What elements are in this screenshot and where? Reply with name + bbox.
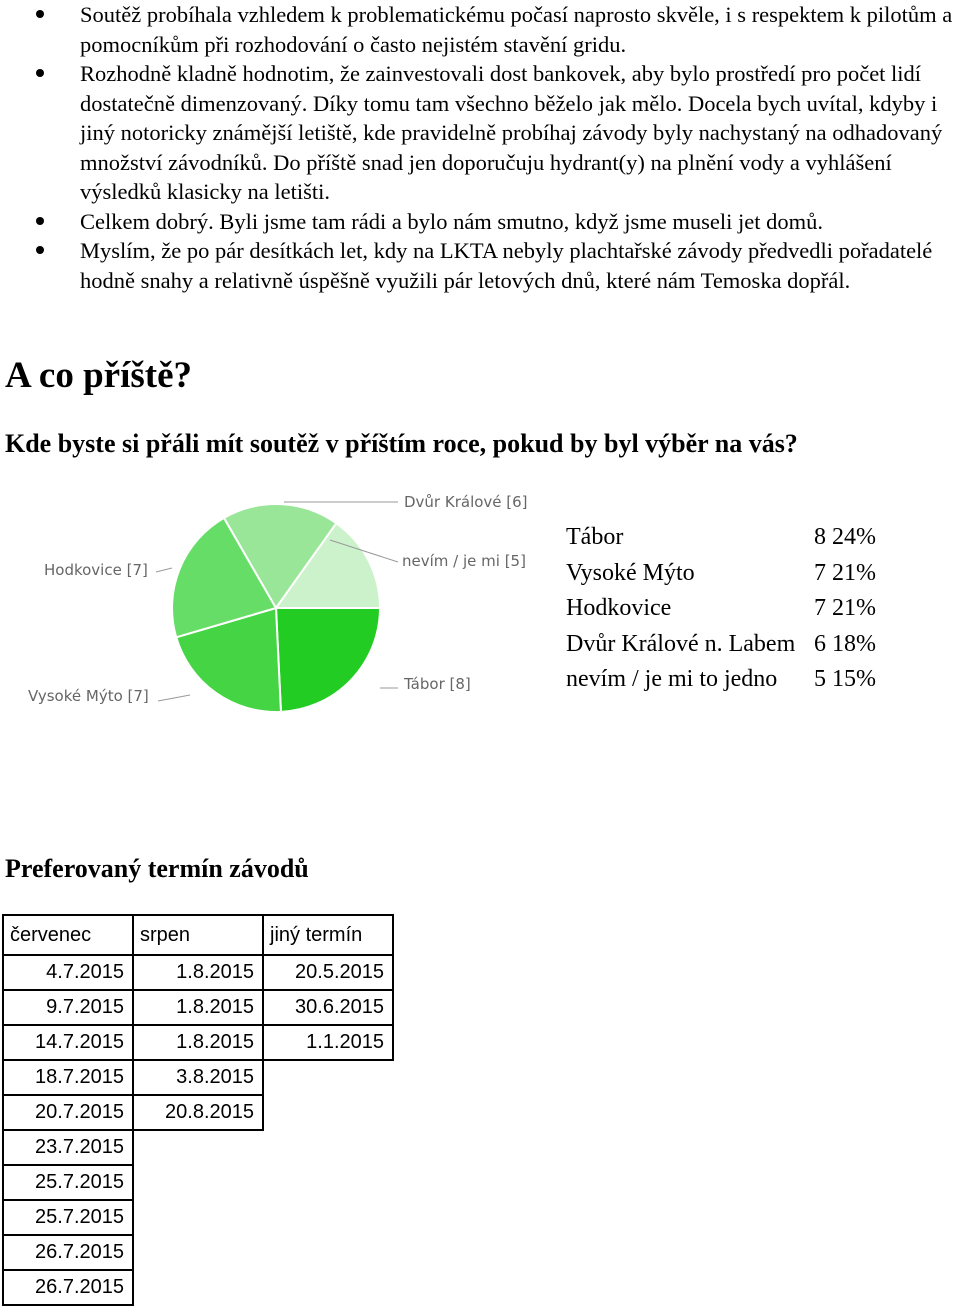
heading-next-time: A co příště? [5,355,193,396]
column-header: jiný termín [263,915,393,955]
dates-table [2,914,394,1306]
preferred-term-heading: Preferovaný termín závodů [5,854,309,883]
feedback-item [0,0,960,59]
feedback-item [0,59,960,207]
result-row [566,556,886,592]
date-cell: 1.1.2015 [263,1025,393,1060]
empty-cell [263,1200,393,1235]
result-count: 8 24% [814,524,876,550]
bullet-icon [36,10,44,18]
table-row [3,1200,393,1235]
result-count: 7 21% [814,595,876,621]
result-count: 6 18% [814,630,876,657]
feedback-list [0,0,960,295]
date-cell: 20.5.2015 [263,955,393,990]
date-cell: 30.6.2015 [263,990,393,1025]
result-name: Dvůr Králové n. Labem [566,630,796,657]
result-row [566,591,886,627]
empty-cell [133,1130,263,1165]
empty-cell [263,1095,393,1130]
column-header: červenec [3,915,133,955]
column-header: srpen [133,915,263,955]
feedback-text: Soutěž probíhala vzhledem k problematickému počasí naprosto skvěle, i s respektem k pilotům a pomocníkům při rozhodování o často nejistém stavění gridu. [80,2,953,57]
pie-label: Tábor [8] [404,675,471,693]
result-name: Vysoké Mýto [566,559,695,586]
table-row [3,1235,393,1270]
feedback-text: Celkem dobrý. Byli jsme tam rádi a bylo nám smutno, když jsme museli jet domů. [80,208,824,234]
result-name: Tábor [566,524,624,550]
table-row [3,1025,393,1060]
date-cell: 23.7.2015 [3,1130,133,1165]
table-row [3,1095,393,1130]
table-row [3,1130,393,1165]
date-cell: 26.7.2015 [3,1270,133,1305]
table-row [3,990,393,1025]
result-row [566,520,886,556]
pie-label: Vysoké Mýto [7] [28,687,149,705]
date-cell: 1.8.2015 [133,990,263,1025]
date-cell: 3.8.2015 [133,1060,263,1095]
bullet-icon [36,69,44,77]
result-row [566,627,886,663]
date-cell: 26.7.2015 [3,1235,133,1270]
empty-cell [133,1235,263,1270]
feedback-text: Rozhodně kladně hodnotim, že zainvestovali dost bankovek, aby bylo prostředí pro počet lidí dostatečně dimenzovaný. Díky tomu tam všechno běželo jak mělo. Docela bych uvítal, kdyby i jiný notoricky známější letiště, kde pravidelně probíhaj závody byly nachystaný na odhadovaný množství závodníků. Do příště snad jen doporučuju hydrant(y) na plnění vody a vyhlášení výsledků klasicky na letišti. [80,61,943,204]
results-list [566,520,886,698]
pie-leader-line [158,695,190,701]
date-cell: 18.7.2015 [3,1060,133,1095]
empty-cell [263,1235,393,1270]
bullet-icon [36,217,44,225]
empty-cell [263,1060,393,1095]
date-cell: 4.7.2015 [3,955,133,990]
empty-cell [263,1130,393,1165]
result-count: 7 21% [814,559,876,586]
table-row [3,1060,393,1095]
table-row [3,955,393,990]
feedback-item [0,207,960,237]
date-cell: 9.7.2015 [3,990,133,1025]
result-name: Hodkovice [566,595,672,621]
pie-label: nevím / je mi [5] [402,552,526,570]
question-heading: Kde byste si přáli mít soutěž v příštím roce, pokud by byl výběr na vás? [5,429,798,458]
date-cell: 1.8.2015 [133,955,263,990]
pie-label: Dvůr Králové [6] [404,493,528,511]
empty-cell [133,1165,263,1200]
result-name: nevím / je mi to jedno [566,666,778,692]
date-cell: 20.8.2015 [133,1095,263,1130]
result-count: 5 15% [814,666,876,692]
pie-slice [276,608,380,712]
date-cell: 25.7.2015 [3,1165,133,1200]
table-row [3,1165,393,1200]
date-cell: 1.8.2015 [133,1025,263,1060]
feedback-text: Myslím, že po pár desítkách let, kdy na LKTA nebyly plachtařské závody předvedli pořadatelé hodně snahy a relativně úspěšně využili pár letových dnů, které nám Temoska dopřál. [80,238,933,293]
feedback-item [0,236,960,295]
table-header-row [3,915,393,955]
pie-label: Hodkovice [7] [44,561,148,579]
date-cell: 20.7.2015 [3,1095,133,1130]
pie-leader-line [156,568,172,572]
date-cell: 14.7.2015 [3,1025,133,1060]
result-row [566,662,886,698]
date-cell: 25.7.2015 [3,1200,133,1235]
bullet-icon [36,246,44,254]
empty-cell [133,1200,263,1235]
location-pie-chart [0,480,560,730]
empty-cell [263,1165,393,1200]
